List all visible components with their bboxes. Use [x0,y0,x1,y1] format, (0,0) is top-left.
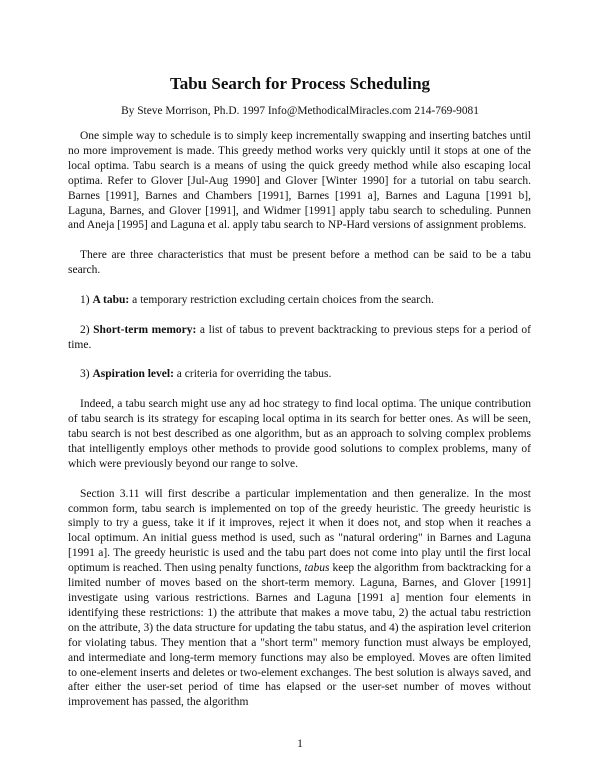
list-item-short-term-memory [68,323,531,353]
paragraph-strategy: Indeed, a tabu search might use any ad hoc strategy to find local optima. The unique contribution of tabu search is its strategy for escaping local optima in its search for better ones. As will be seen, tabu search is not best described as one algorithm, but as an approach to solving complex problems that intelligently employs other methods to provide good solutions to complex problems, many of which were previously beyond our range to solve. [68,398,531,470]
paragraph-intro: One simple way to schedule is to simply keep incrementally swapping and inserting batches until no more improvement is made. This greedy method works very quickly until it stops at one of the local optima. Tabu search is a means of using the quick greedy method while also escaping local optima. Refer to Glover [Jul-Aug 1990] and Glover [Winter 1990] for a tutorial on tabu search. Barnes [1991], Barnes and Chambers [1991], Barnes [1991 a], Barnes and Laguna [1991 b], Laguna, Barnes, and Glover [1991], and Widmer [1991] apply tabu search to scheduling. Punnen and Aneja [1995] and Laguna et al. apply tabu search to NP-Hard versions of assignment problems. [68,130,531,232]
list-item-number: 2) [80,323,90,336]
paragraph-text-before: Section 3.11 will first describe a particular implementation and then generalize. In the most common form, tabu search is implemented on top of the greedy heuristic. The greedy heuristic is simply to try a guess, take it if it improves, reject it when it does not, and stop when it reaches a local optimum. An initial guess method is used, such as "natural ordering" in Barnes and Laguna [1991 a]. The greedy heuristic is used and the tabu part does not come into play until the first local optimum is reached. Then using penalty functions, [68,487,531,575]
paragraph-characteristics: There are three characteristics that must be present before a method can be said to be a tabu search. [68,249,531,277]
list-item-term: A tabu: [92,293,130,306]
list-item-number: 1) [80,293,90,306]
paragraph-text-after: keep the algorithm from backtracking for a limited number of moves based on the short-term memory. Laguna, Barnes, and Glover [1991] investigate using various restrictions. Barnes and Laguna [1991 a] mention four elements in identifying these restrictions: 1) the attribute that makes a move tabu, 2) the actual tabu restriction on the attribute, 3) the data structure for updating the tabu status, and 4) the aspiration level criterion for violating tabus. They mention that a "short term" memory function must always be employed, and intermediate and long-term memory functions may also be employed. Moves are often limited to one-element inserts and deletes or two-element exchanges. The best solution is always saved, and after either the user-set period of time has elapsed or the user-set number of moves without improvement has passed, the algorithm [68,562,532,709]
page-number: 1 [297,738,303,750]
list-item-term: Aspiration level: [92,368,174,381]
paragraph-implementation [68,487,531,711]
page-title: Tabu Search for Process Scheduling [169,74,431,93]
list-item-text: a list of tabus to prevent backtracking to previous steps for a period of time. [68,323,532,351]
list-item-text: a criteria for overriding the tabus. [176,368,332,381]
list-item-number: 3) [80,368,90,381]
document-body [68,129,531,710]
list-item-term: Short-term memory: [93,323,197,336]
italic-term: tabus [304,562,330,575]
author-byline: By Steve Morrison, Ph.D. 1997 Info@MethodicalMiracles.com 214-769-9081 [121,105,479,117]
list-item-aspiration-level [68,367,531,382]
list-item-tabu [68,293,531,308]
list-item-text: a temporary restriction excluding certain choices from the search. [132,293,434,306]
